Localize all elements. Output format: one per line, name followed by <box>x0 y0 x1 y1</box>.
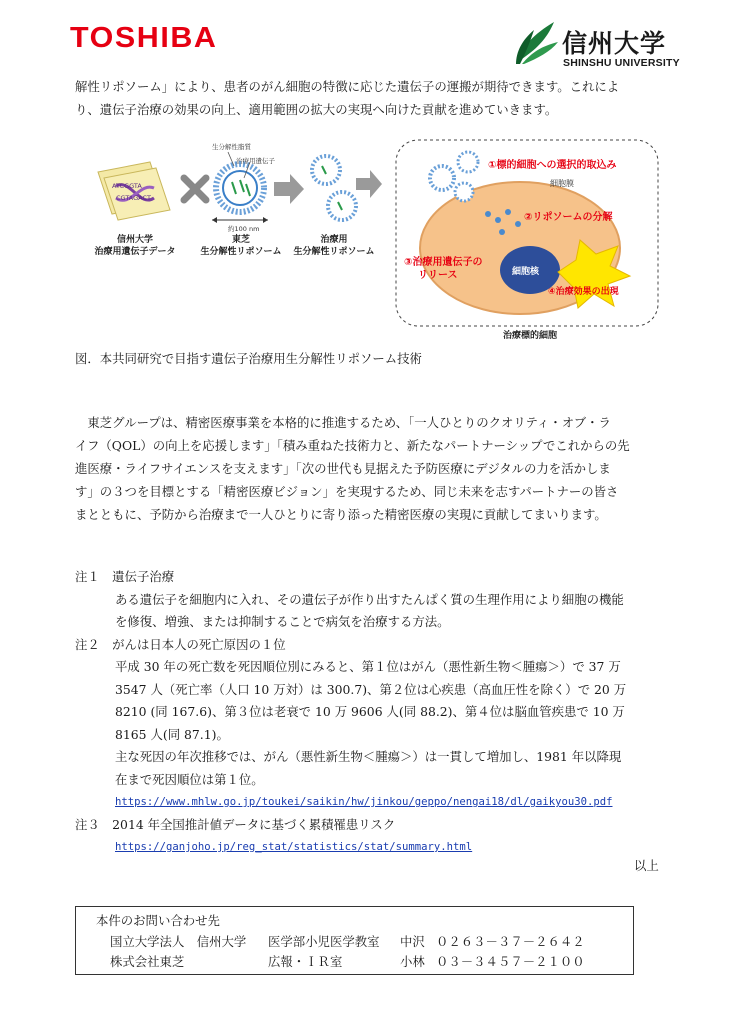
arrow-right-icon <box>274 174 304 204</box>
body-line: イフ（QOL）の向上を応援します」「積み重ねた技術力と、新たなパートナーシップでこれからの先 <box>75 438 630 453</box>
arrow-right-icon <box>356 170 382 198</box>
body-line: 進医療・ライフサイエンスを支えます」「次の世代も見据えた予防医療にデジタルの力を活かしま <box>75 461 611 476</box>
figure <box>90 138 660 343</box>
contact-row: 国立大学法人 信州大学 医学部小児医学教室 中沢 ０２６３－３７－２６４２ <box>110 934 585 949</box>
closing-mark: 以上 <box>634 858 659 873</box>
ganjoho-link[interactable]: https://ganjoho.jp/reg_stat/statistics/stat/summary.html <box>115 841 473 853</box>
gene-data-label: 信州大学 治療用遺伝子データ <box>94 235 176 257</box>
step2-label: ②リポソームの分解 <box>524 212 613 223</box>
lipid-callout: 生分解性脂質 <box>212 143 251 151</box>
gene-data-icon <box>98 162 170 220</box>
intro-line: 解性リポソーム」により、患者のがん細胞の特徴に応じた遺伝子の運搬が期待できます。これによ <box>75 79 620 94</box>
note-1-heading: 注１ 遺伝子治療 <box>75 569 175 584</box>
body-paragraph <box>75 411 665 526</box>
notes <box>75 566 675 859</box>
body-line: す」の３つを目標とする「精密医療ビジョン」を実現するため、同じ未来を志すパートナーの皆さ <box>75 484 619 499</box>
step3-label: ③治療用遺伝子の リリース <box>404 257 483 281</box>
contact-heading: 本件のお問い合わせ先 <box>96 913 220 928</box>
body-line: まとともに、予防から治療まで一人ひとりに寄り添った精密医療の実現に貢献してまいります。 <box>75 507 607 522</box>
note-2-body: 平成 30 年の死亡数を死因順位別にみると、第１位はがん（悪性新生物＜腫瘍＞）で 37 万 3547 人（死亡率（人口 10 万対）は 300.7)、第２位は心疾患（高血圧性を除く）で 20 万 8210 (同 167.6)、第３位は老衰で 10 万 9606 人(同 88.2)、第４位は脳血管疾患で 10 万 8165 人(同 87.1)。 主な死因の年次推移では、がん（悪性新生物＜腫瘍＞）は一貫して増加し、1981 年以降現 在まで死因順位は第１位。 https://www.mhlw.go.jp/toukei/saikin/hw/jinkou/geppo/nengai18/dl/gaikyou30.pdf <box>75 656 675 814</box>
shinshu-logo-name: 信州大学 <box>562 29 667 58</box>
gene-seq: CGTAGACT <box>116 194 152 202</box>
note-3-heading: 注３ 2014 年全国推計値データに基づく累積罹患リスク <box>75 816 396 832</box>
shinshu-logo-english: SHINSHU UNIVERSITY <box>563 57 680 69</box>
shinshu-leaf-logo-icon <box>512 16 562 68</box>
note-1-body: ある遺伝子を細胞内に入れ、その遺伝子が作り出すたんぱく質の生理作用により細胞の機能 を修復、増強、または抑制することで病気を治療する方法。 <box>115 591 624 629</box>
therapy-liposome-icon <box>312 156 356 220</box>
nucleus-label: 細胞核 <box>512 267 540 277</box>
therapy-liposome-label: 治療用 生分解性リポソーム <box>293 235 375 257</box>
intro-line: り、遺伝子治療の効果の向上、適用範囲の拡大の実現へ向けた貢献を進めていきます。 <box>75 102 558 117</box>
intro-paragraph <box>75 75 665 121</box>
contact-row: 株式会社東芝 広報・ＩＲ室 小林 ０３－３４５７－２１００ <box>110 954 585 969</box>
gene-seq: ATCGGTA <box>112 182 142 190</box>
cell-membrane-label: 細胞膜 <box>550 179 574 188</box>
liposome-label: 東芝 生分解性リポソーム <box>200 235 282 257</box>
contact-box <box>75 906 634 975</box>
step1-label: ①標的細胞への選択的取込み <box>488 160 617 171</box>
gene-callout: 治療用遺伝子 <box>236 157 275 165</box>
body-line: 東芝グループは、精密医療事業を本格的に推進するため、「一人ひとりのクオリティ・オブ・ラ <box>75 415 611 430</box>
note-3-body <box>75 836 675 859</box>
step4-label: ④治療効果の出現 <box>548 287 619 297</box>
size-label: 約100 nm <box>228 225 260 233</box>
toshiba-logo: TOSHIBA <box>70 22 218 54</box>
figure-caption: 図．本共同研究で目指す遺伝子治療用生分解性リポソーム技術 <box>75 351 422 366</box>
target-cell-label: 治療標的細胞 <box>502 331 557 341</box>
note-2-heading: 注２ がんは日本人の死亡原因の１位 <box>75 636 286 652</box>
cross-icon <box>184 178 206 200</box>
mhlw-link[interactable]: https://www.mhlw.go.jp/toukei/saikin/hw/jinkou/geppo/nengai18/dl/gaikyou30.pdf <box>115 796 613 808</box>
